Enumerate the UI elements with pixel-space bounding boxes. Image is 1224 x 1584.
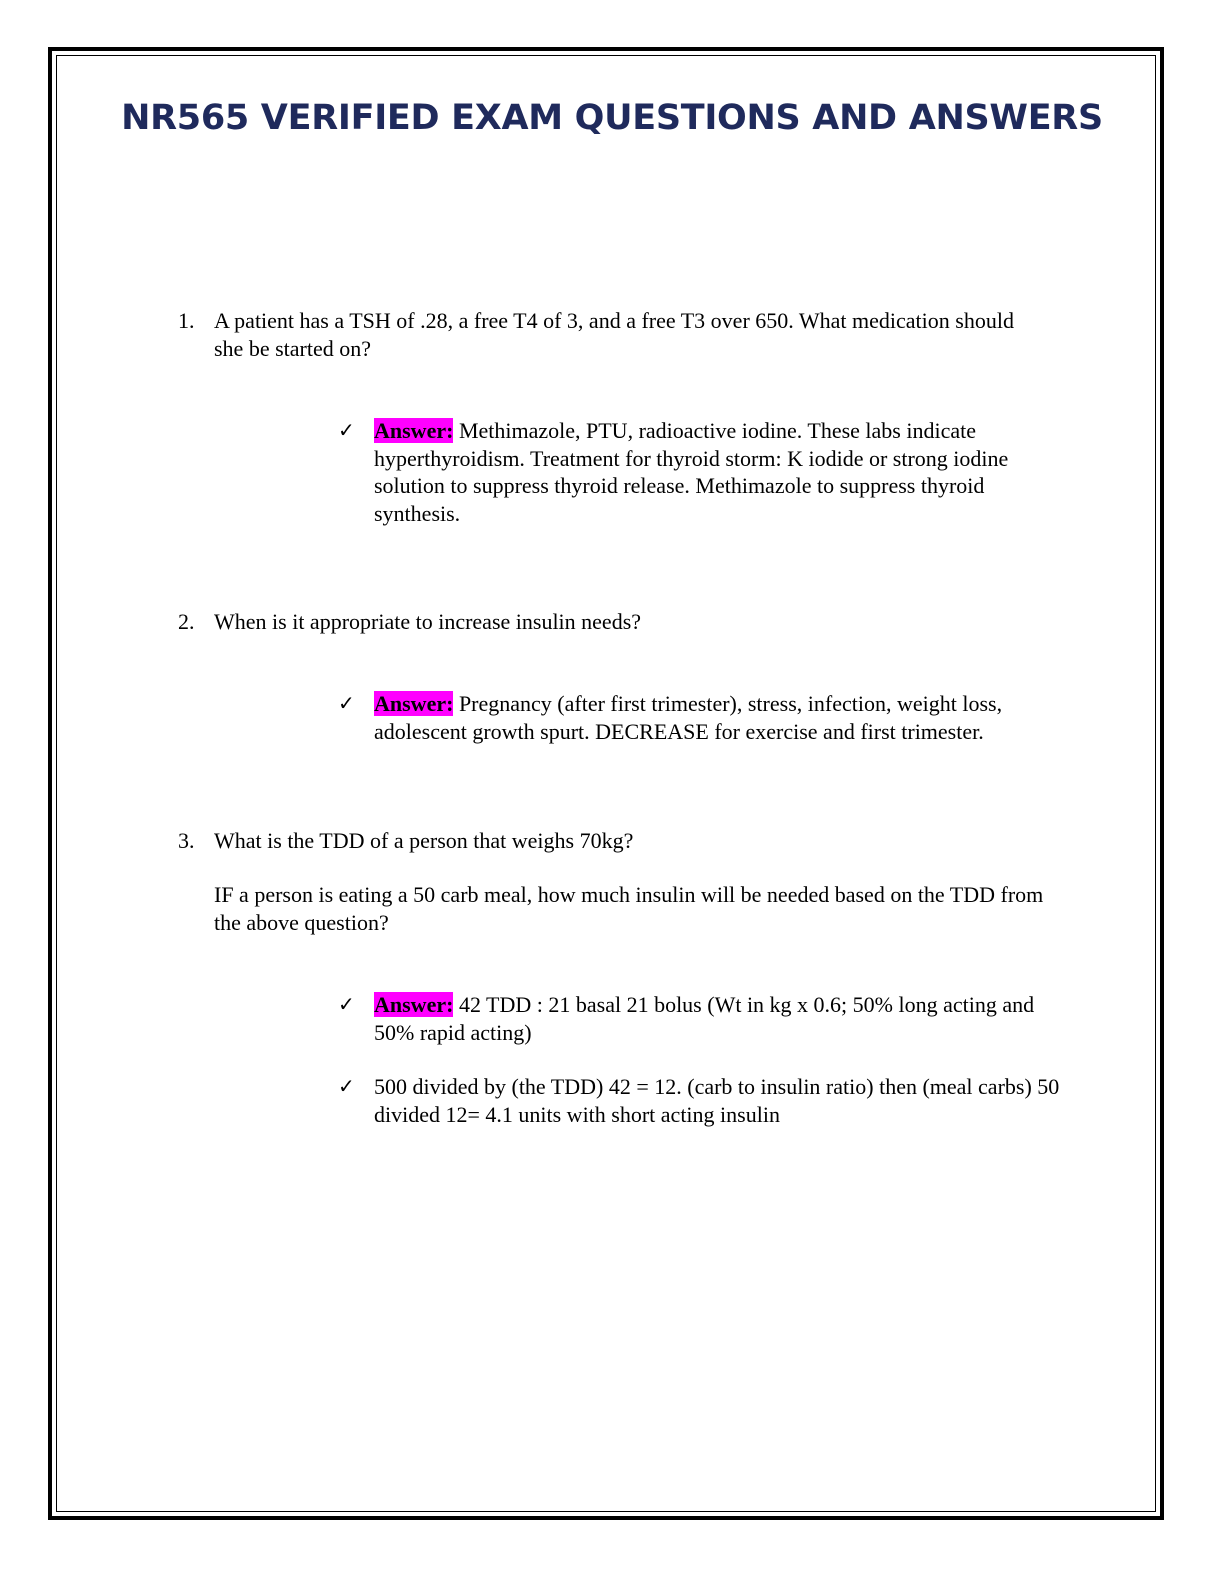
answer-label: Answer: — [374, 992, 454, 1017]
answer-3-text: 42 TDD : 21 basal 21 bolus (Wt in kg x 0.6; 50% long acting and 50% rapid acting) — [374, 992, 1035, 1045]
answer-1 — [374, 417, 1064, 527]
question-1-text: A patient has a TSH of .28, a free T4 of 3, and a free T3 over 650. What medication should she be started on? — [214, 308, 1014, 361]
checkmark-icon: ✓ — [338, 992, 355, 1016]
answer-3 — [374, 991, 1064, 1046]
answer-2 — [374, 690, 1064, 745]
checkmark-icon: ✓ — [338, 1074, 355, 1098]
answer-label: Answer: — [374, 691, 454, 716]
question-1-number: 1. — [178, 308, 195, 333]
answer-label: Answer: — [374, 418, 454, 443]
answer-1-text: Methimazole, PTU, radioactive iodine. These labs indicate hyperthyroidism. Treatment for thyroid storm: K iodide or strong iodine solution to suppress thyroid release. Methimazole to suppress thyroid synthesis. — [374, 418, 1009, 526]
answer-3-extra-text: 500 divided by (the TDD) 42 = 12. (carb to insulin ratio) then (meal carbs) 50 divided 12= 4.1 units with short acting insulin — [374, 1074, 1060, 1127]
question-2-text: When is it appropriate to increase insulin needs? — [214, 609, 642, 634]
question-3-followup-text: IF a person is eating a 50 carb meal, how much insulin will be needed based on the TDD from the above question? — [214, 882, 1044, 935]
checkmark-icon: ✓ — [338, 691, 355, 715]
document-title: NR565 VERIFIED EXAM QUESTIONS AND ANSWERS — [121, 98, 1103, 138]
answer-2-text: Pregnancy (after first trimester), stress, infection, weight loss, adolescent growth spurt. DECREASE for exercise and first trimester. — [374, 691, 1003, 744]
checkmark-icon: ✓ — [338, 418, 355, 442]
page-border-inner — [56, 55, 1156, 1512]
question-3-text: What is the TDD of a person that weighs 70kg? — [214, 828, 634, 853]
question-2-number: 2. — [178, 609, 195, 634]
question-3-number: 3. — [178, 828, 195, 853]
